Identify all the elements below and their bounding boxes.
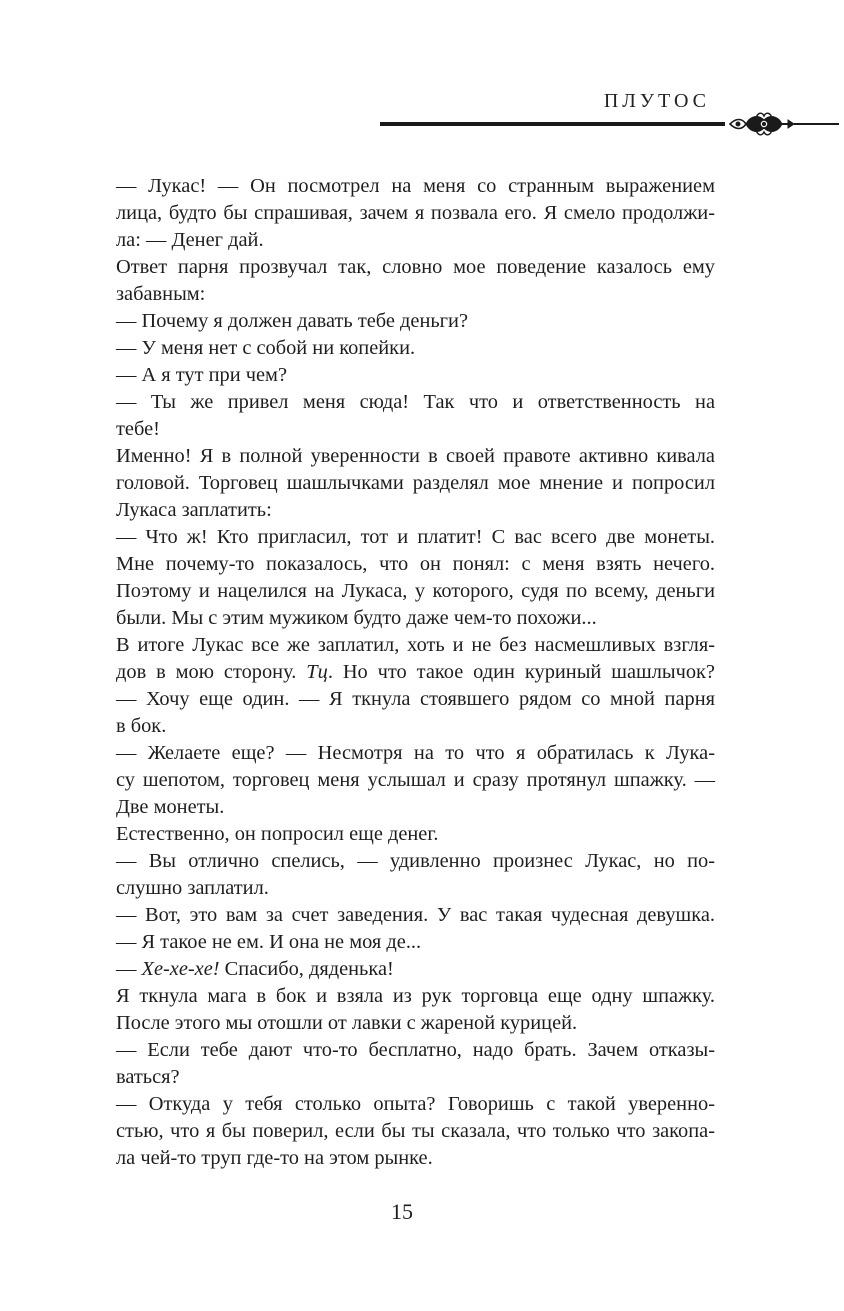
- body-text: [116, 173, 715, 1172]
- text-line: — Откуда у тебя столько опыта? Говоришь с такой уверенно-: [116, 1093, 715, 1115]
- text-line: Именно! Я в полной уверенности в своей правоте активно кивала: [116, 445, 715, 467]
- text-line: ла: — Денег дай.: [116, 229, 264, 251]
- text-line: лица, будто бы спрашивая, зачем я позвала его. Я смело продолжи-: [116, 202, 715, 224]
- text-line: Две монеты.: [116, 796, 225, 818]
- text-line: ла чей-то труп где-то на этом рынке.: [116, 1147, 433, 1169]
- text-line: — А я тут при чем?: [116, 364, 288, 386]
- text-run: Спасибо, дяденька!: [219, 958, 394, 980]
- text-line: в бок.: [116, 715, 167, 737]
- text-line: Лукаса заплатить:: [116, 499, 272, 521]
- text-line: Мне почему-то показалось, что он понял: с меня взять нечего.: [116, 553, 715, 575]
- text-run: дов в мою сторону.: [116, 661, 307, 683]
- text-line: В итоге Лукас все же заплатил, хоть и не без насмешливых взгля-: [116, 634, 715, 656]
- text-line: — Хочу еще один. — Я ткнула стоявшего рядом со мной парня: [116, 688, 715, 710]
- running-title: ПЛУТОС: [603, 90, 710, 112]
- page-number: 15: [391, 1199, 413, 1224]
- floral-vignette-icon: [728, 108, 800, 140]
- text-line: — Вы отлично спелись, — удивленно произнес Лукас, но по-: [116, 850, 715, 872]
- text-line: слушно заплатил.: [116, 877, 269, 899]
- text-line: стью, что я бы поверил, если бы ты сказала, что только что закопа-: [116, 1120, 715, 1142]
- text-line: — Лукас! — Он посмотрел на меня со странным выражением: [116, 175, 715, 197]
- text-line: — Если тебе дают что-то бесплатно, надо брать. Зачем отказы-: [116, 1039, 715, 1061]
- header-rule: [380, 122, 725, 126]
- text-line: — Почему я должен давать тебе деньги?: [116, 310, 469, 332]
- running-header: [0, 0, 844, 150]
- text-line: — Ты же привел меня сюда! Так что и ответственность на: [116, 391, 715, 413]
- text-line: забавным:: [116, 283, 206, 305]
- text-line: — Что ж! Кто пригласил, тот и платит! С вас всего две монеты.: [116, 526, 715, 548]
- text-line: Естественно, он попросил еще денег.: [116, 823, 439, 845]
- text-line-with-italic: [116, 956, 715, 983]
- text-line: Я ткнула мага в бок и взяла из рук торговца еще одну шпажку.: [116, 985, 715, 1007]
- text-run: . Но что такое один куриный шашлычок?: [327, 661, 715, 683]
- italic-run: Хе-хе-хе!: [141, 958, 220, 980]
- text-line: — У меня нет с собой ни копейки.: [116, 337, 416, 359]
- text-line: тебе!: [116, 418, 160, 440]
- text-line: Поэтому и нацелился на Лукаса, у которого, судя по всему, деньги: [116, 580, 715, 602]
- text-line: После этого мы отошли от лавки с жареной курицей.: [116, 1012, 578, 1034]
- text-run: —: [116, 958, 142, 980]
- text-line: — Я такое не ем. И она не моя де...: [116, 931, 422, 953]
- text-line-with-italic: [116, 659, 715, 686]
- text-line: — Вот, это вам за счет заведения. У вас такая чудесная девушка.: [116, 904, 715, 926]
- header-rule-tail: [795, 123, 839, 125]
- italic-run: Тц: [306, 661, 328, 683]
- text-line: головой. Торговец шашлычками разделял мое мнение и попросил: [116, 472, 715, 494]
- text-line: Ответ парня прозвучал так, словно мое поведение казалось ему: [116, 256, 715, 278]
- text-line: су шепотом, торговец меня услышал и сразу протянул шпажку. —: [116, 769, 715, 791]
- text-line: — Желаете еще? — Несмотря на то что я обратилась к Лука-: [116, 742, 715, 764]
- text-line: были. Мы с этим мужиком будто даже чем-то похожи...: [116, 607, 597, 629]
- text-line: ваться?: [116, 1066, 180, 1088]
